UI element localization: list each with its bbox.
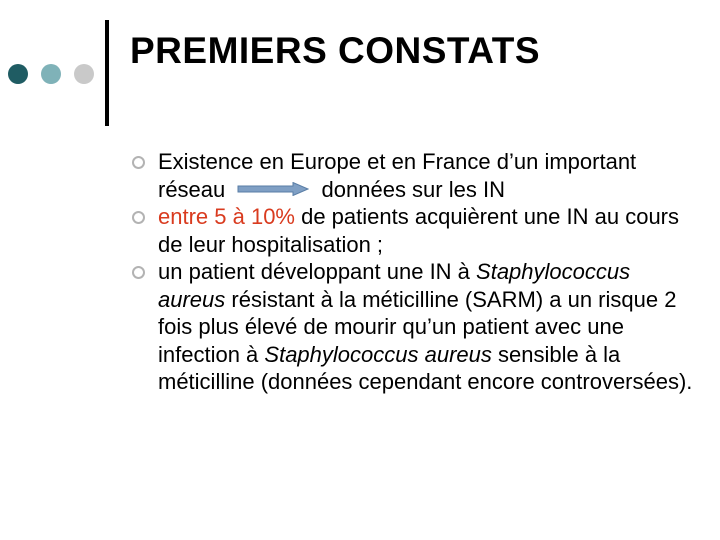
bullet-marker xyxy=(132,266,145,279)
bullet-3-text-1: un patient développant une IN à xyxy=(158,259,477,284)
bullet-marker xyxy=(132,156,145,169)
bullet-item-1 xyxy=(132,148,702,203)
slide-title: PREMIERS CONSTATS xyxy=(130,30,541,71)
bullet-2-highlight: entre 5 à 10% xyxy=(158,204,295,229)
decorative-dots xyxy=(8,64,98,86)
bullet-2-text: de patients acquièrent une IN au cours de leur hospitalisation ; xyxy=(158,204,680,257)
dot-light xyxy=(74,64,94,84)
bullet-3-species-2: Staphylococcus aureus xyxy=(264,341,492,367)
bullet-3-text-2: résistant à la méticilline (SARM) a un risque 2 fois plus élevé de mourir qu’un patient avec une infection à xyxy=(158,286,677,367)
bullet-item-2 xyxy=(132,203,702,258)
bullet-1-text-start: Existence en Europe et en France d’un important réseau xyxy=(158,149,637,202)
bullet-3-species-1: Staphylococcus aureus xyxy=(158,259,631,312)
dot-medium xyxy=(41,64,61,84)
bullet-1-text-end: données sur les IN xyxy=(321,176,505,202)
bullet-3-text-3: sensible à la méticilline (données cependant encore controversées). xyxy=(158,341,693,394)
title-divider xyxy=(105,20,109,126)
bullet-list xyxy=(132,148,702,396)
dot-dark xyxy=(8,64,28,84)
bullet-marker xyxy=(132,211,145,224)
bullet-item-3 xyxy=(132,258,702,396)
right-arrow-icon xyxy=(237,182,309,196)
